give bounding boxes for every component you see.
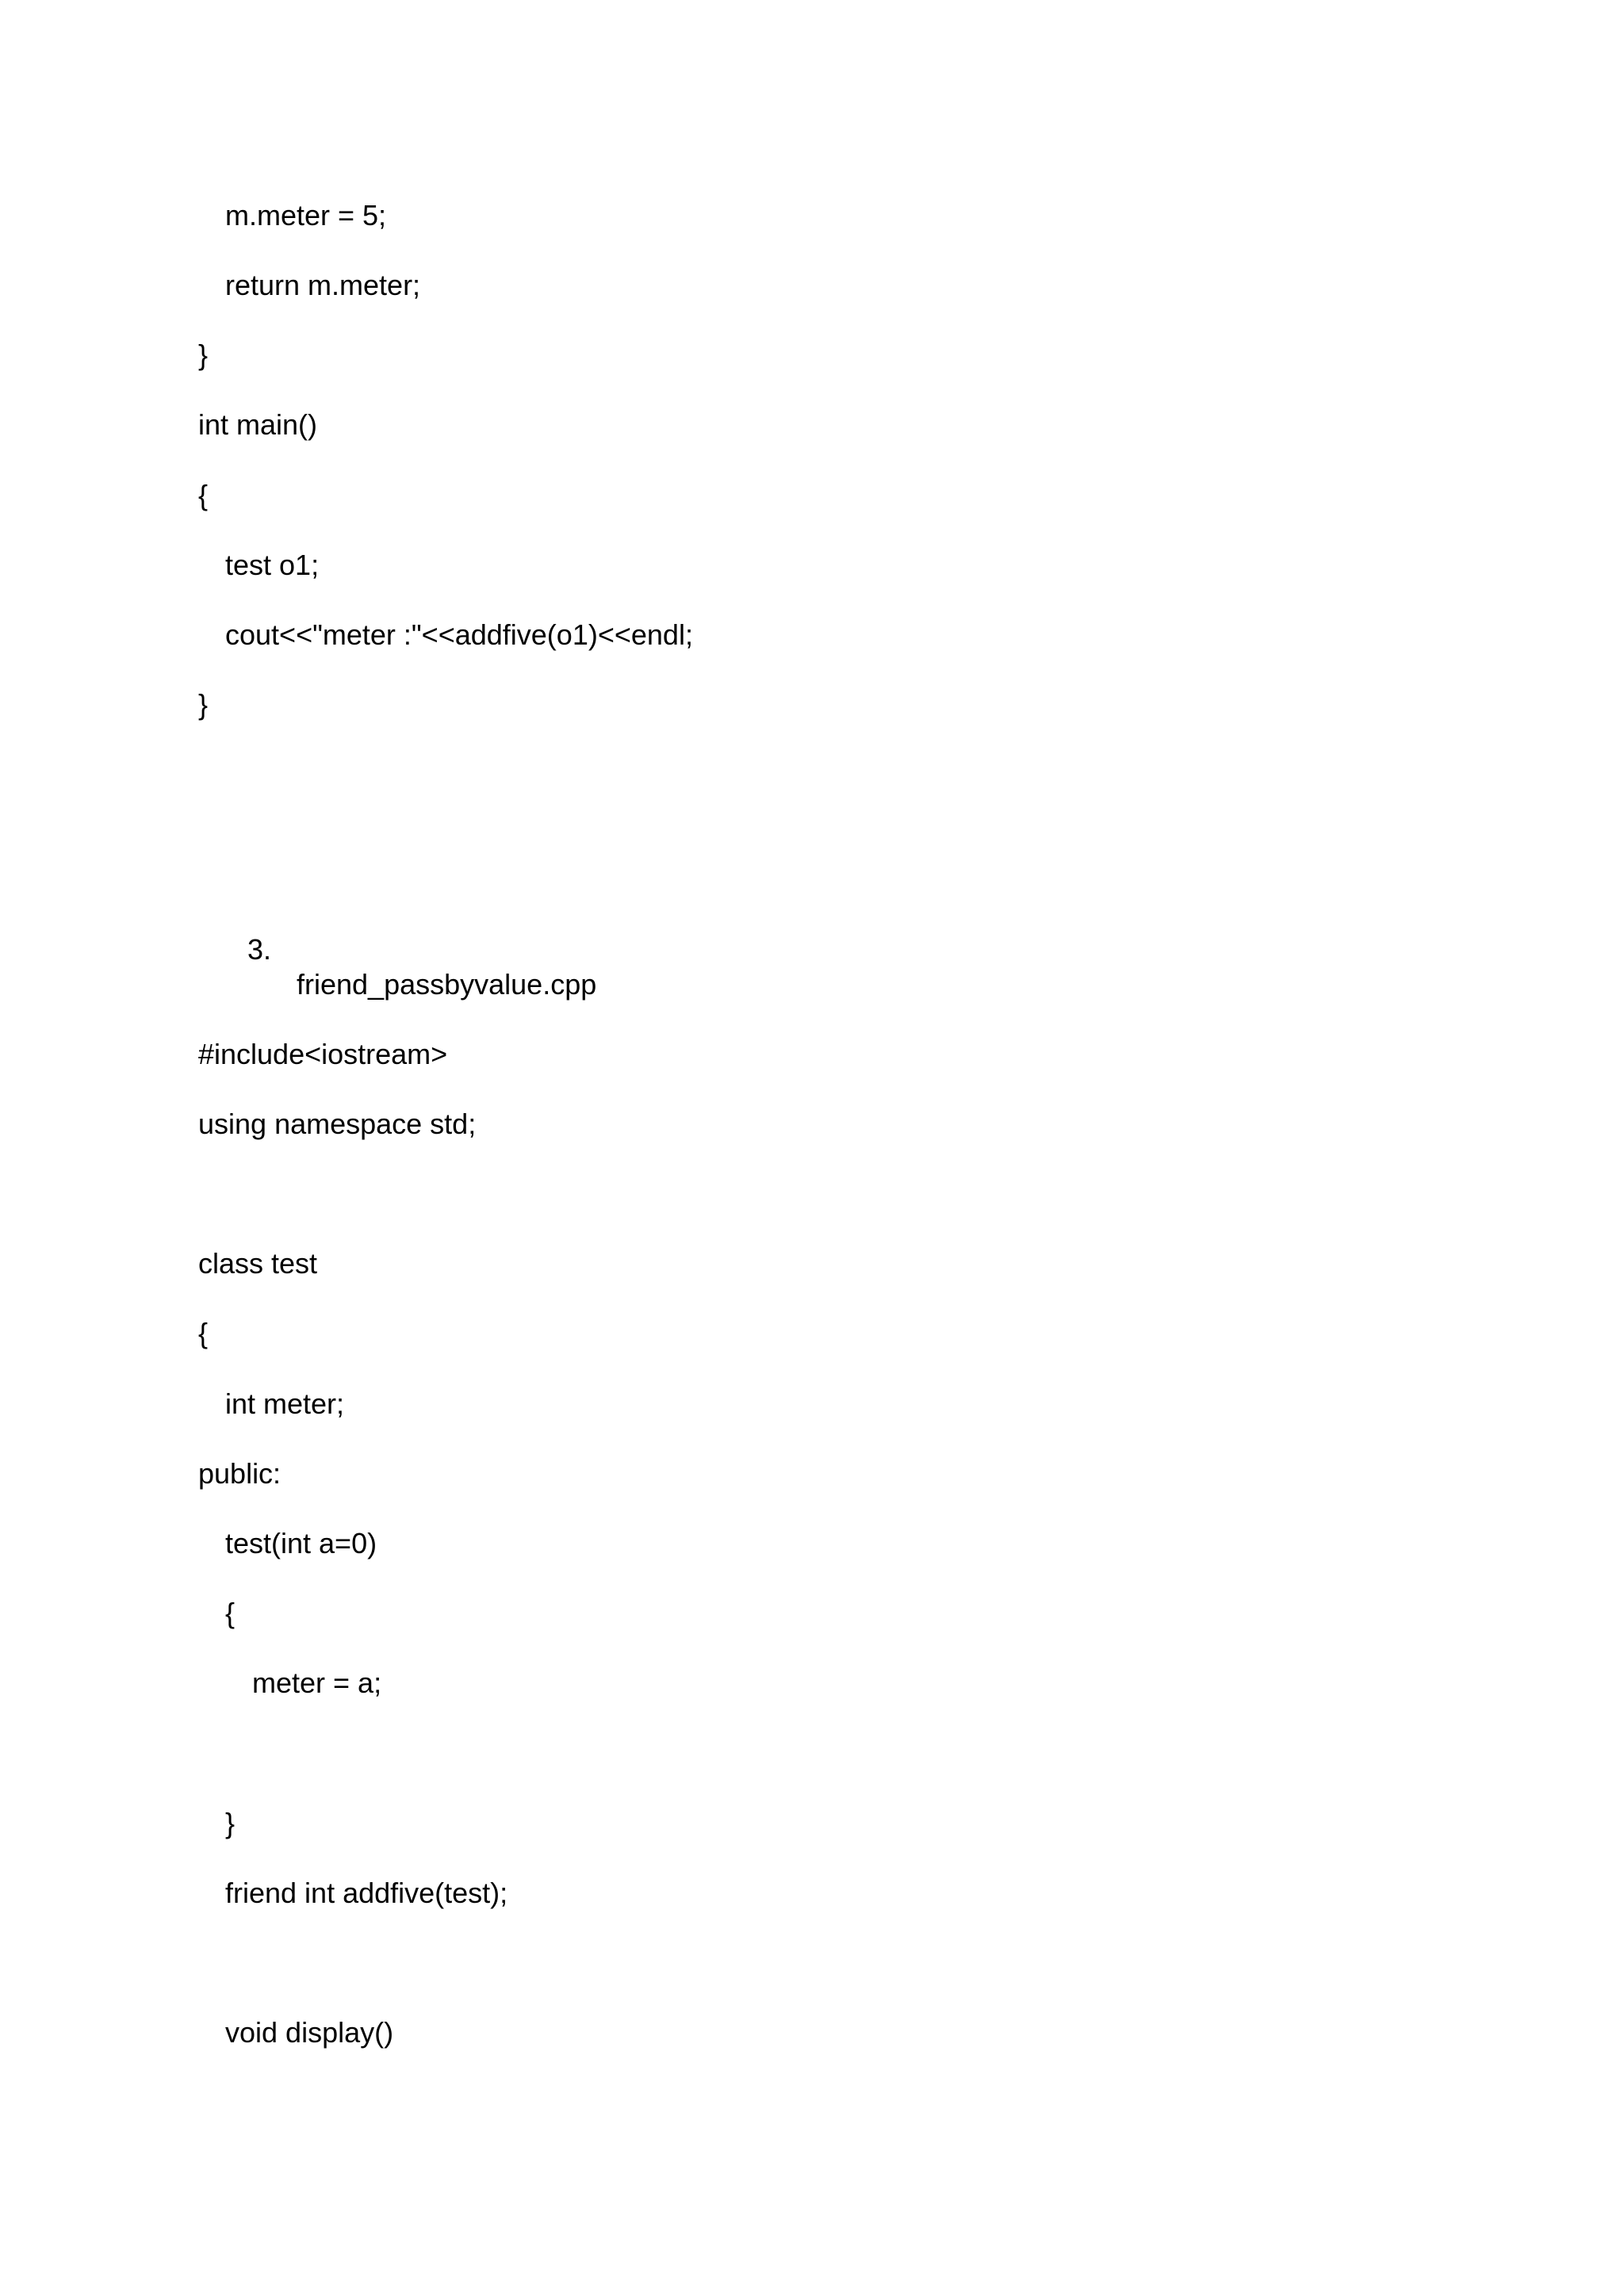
code-line: { bbox=[198, 479, 209, 511]
code-line: } bbox=[198, 339, 209, 371]
code-line: public: bbox=[198, 1457, 282, 1490]
code-line: return m.meter; bbox=[225, 269, 421, 301]
code-line: { bbox=[198, 1317, 209, 1349]
code-line: { bbox=[225, 1597, 236, 1629]
code-line: #include<iostream> bbox=[198, 1038, 448, 1070]
code-line: } bbox=[198, 688, 209, 721]
code-line: meter = a; bbox=[252, 1667, 382, 1699]
code-line: int main() bbox=[198, 408, 318, 441]
code-line: using namespace std; bbox=[198, 1108, 477, 1140]
list-item-heading bbox=[0, 897, 1624, 1037]
code-line: m.meter = 5; bbox=[225, 199, 387, 232]
code-line: cout<<"meter :"<<addfive(o1)<<endl; bbox=[225, 618, 693, 651]
code-line: } bbox=[225, 1807, 236, 1839]
code-line: test o1; bbox=[225, 549, 320, 581]
list-item-filename: friend_passbyvalue.cpp bbox=[297, 968, 597, 1001]
code-line: int meter; bbox=[225, 1387, 345, 1420]
code-line: test(int a=0) bbox=[225, 1527, 377, 1559]
list-item-number: 3. bbox=[247, 933, 272, 966]
code-line: void display() bbox=[225, 2016, 394, 2049]
code-line: friend int addfive(test); bbox=[225, 1877, 508, 1909]
code-line: class test bbox=[198, 1247, 318, 1280]
